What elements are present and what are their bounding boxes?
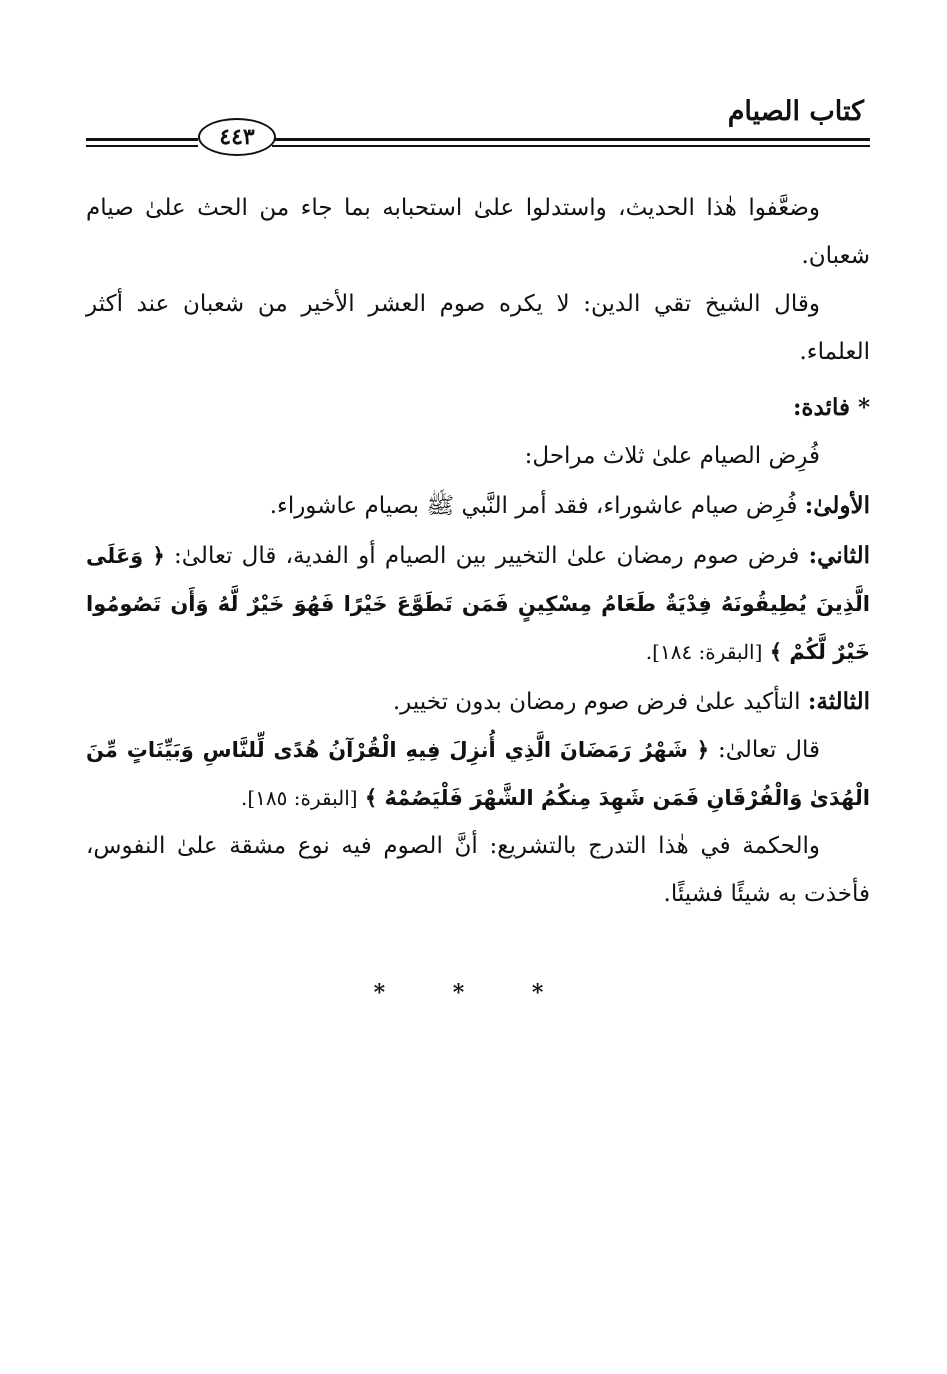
rule-left-thick [86, 138, 198, 141]
verse-ref-184: [البقرة: ١٨٤]. [645, 640, 763, 664]
rule-right-thin [272, 145, 870, 147]
section-separator: * * * [373, 980, 574, 1006]
page-body [86, 184, 870, 918]
page-number: ٤٤٣ [198, 118, 276, 156]
paragraph-wisdom: والحكمة في هٰذا التدرج بالتشريع: أنَّ الصوم فيه نوع مشقة علىٰ النفوس، فأخذت به شيئًا فشيئًا. [86, 833, 870, 907]
book-title: كتاب الصيام [727, 96, 864, 127]
verse-baqarah-185: ﴿ شَهْرُ رَمَضَانَ الَّذِي أُنزِلَ فِيهِ الْقُرْآنُ هُدًى لِّلنَّاسِ وَبَيِّنَاتٍ مِّنَ الْهُدَىٰ وَالْفُرْقَانِ فَمَن شَهِدَ مِنكُمُ الشَّهْرَ فَلْيَصُمْهُ ﴾ [86, 738, 870, 810]
stage-third [86, 678, 870, 726]
stage-third-said: قال تعالىٰ: [717, 737, 820, 763]
stage-third-verse [86, 726, 870, 822]
stage-first-label: الأولىٰ: [804, 492, 870, 519]
stage-third-text: التأكيد علىٰ فرض صوم رمضان بدون تخيير. [392, 689, 801, 715]
stage-third-label: الثالثة: [807, 688, 870, 715]
page-header [86, 96, 870, 166]
verse-baqarah-184: ﴿ وَعَلَى الَّذِينَ يُطِيقُونَهُ فِدْيَةٌ طَعَامُ مِسْكِينٍ فَمَن تَطَوَّعَ خَيْرًا فَهُوَ خَيْرٌ لَّهُ وَأَن تَصُومُوا خَيْرٌ لَّكُمْ ﴾ [86, 544, 870, 664]
stage-second [86, 532, 870, 676]
stage-second-label: الثاني: [808, 542, 871, 569]
rule-left-thin [86, 145, 198, 147]
intro-text: فُرِض الصيام علىٰ ثلاث مراحل: [524, 443, 820, 469]
verse-ref-185: [البقرة: ١٨٥]. [240, 786, 358, 810]
stage-first-text: فُرِض صيام عاشوراء، فقد أمر النَّبي ﷺ بصيام عاشوراء. [269, 493, 798, 519]
paragraph-sheikh: وقال الشيخ تقي الدين: لا يكره صوم العشر الأخير من شعبان عند أكثر العلماء. [86, 291, 870, 365]
paragraph-hadith: وضعَّفوا هٰذا الحديث، واستدلوا علىٰ استحبابه بما جاء من الحث علىٰ صيام شعبان. [86, 195, 870, 269]
stage-first [86, 482, 870, 530]
rule-right-thick [272, 138, 870, 141]
faida-heading: * فائدة: [792, 394, 870, 421]
stage-second-text: فرض صوم رمضان علىٰ التخيير بين الصيام أو الفدية، قال تعالىٰ: [174, 543, 800, 569]
